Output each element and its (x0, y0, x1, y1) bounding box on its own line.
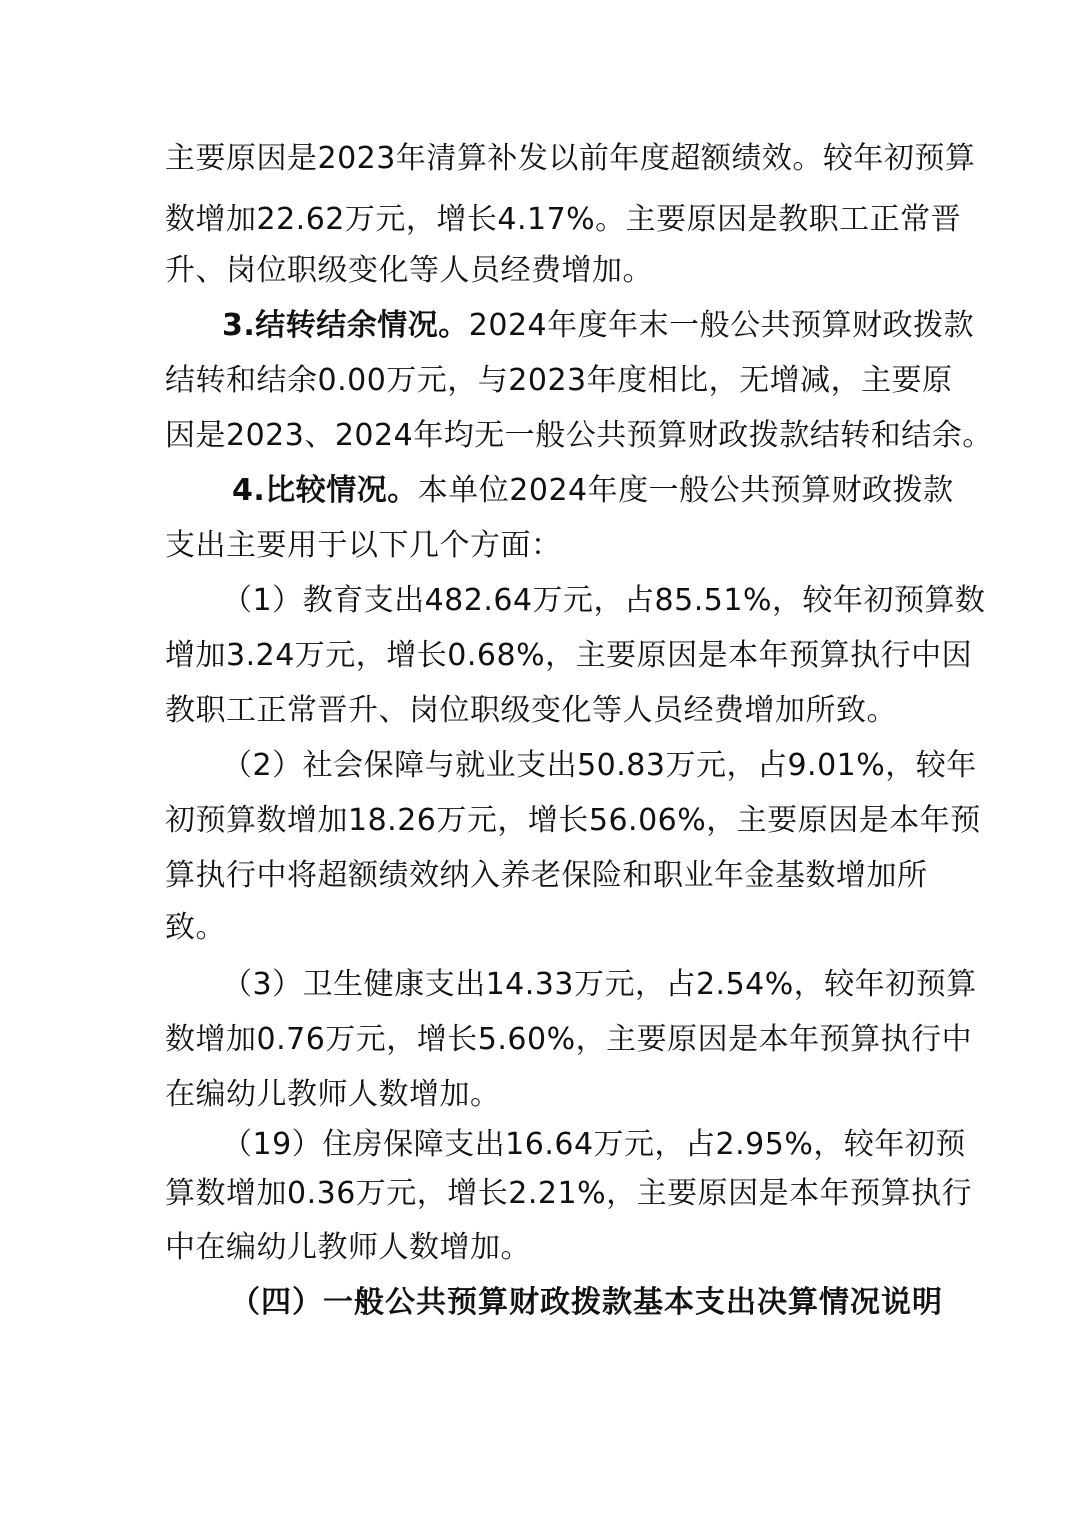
item2-line3: 算执行中将超额绩效纳入养老保险和职业年金基数增加所 (165, 858, 928, 893)
item2-line2: 初预算数增加18.26万元，增长56.06%，主要原因是本年预 (165, 803, 981, 838)
item4-line3: 中在编幼儿教师人数增加。 (165, 1230, 531, 1265)
section-heading: （四）一般公共预算财政拨款基本支出决算情况说明 (230, 1285, 943, 1320)
item1-line1: （1）教育支出482.64万元，占85.51%，较年初预算数 (222, 583, 986, 618)
para2-lead: 3.结转结余情况。 (222, 308, 469, 343)
item4-line2: 算数增加0.36万元，增长2.21%，主要原因是本年预算执行 (165, 1176, 973, 1211)
item4-line1: （19）住房保障支出16.64万元，占2.95%，较年初预 (222, 1127, 966, 1162)
para2-line1-rest: 2024年度年末一般公共预算财政拨款 (468, 308, 975, 343)
para3-lead: 4.比较情况。 (232, 473, 418, 508)
para2-line1 (222, 299, 975, 353)
para3-line1-rest: 本单位2024年度一般公共预算财政拨款 (417, 473, 954, 508)
para1-line1: 主要原因是2023年清算补发以前年度超额绩效。较年初预算 (165, 141, 976, 176)
para3-line2: 支出主要用于以下几个方面： (165, 528, 562, 563)
para2-line3: 因是2023、2024年均无一般公共预算财政拨款结转和结余。 (165, 418, 993, 453)
item3-line3: 在编幼儿教师人数增加。 (165, 1077, 501, 1112)
item2-line1: （2）社会保障与就业支出50.83万元，占9.01%，较年 (222, 748, 977, 783)
item3-line2: 数增加0.76万元，增长5.60%，主要原因是本年预算执行中 (165, 1022, 973, 1057)
item1-line2: 增加3.24万元，增长0.68%，主要原因是本年预算执行中因 (165, 638, 973, 673)
para2-line2: 结转和结余0.00万元，与2023年度相比，无增减，主要原 (165, 363, 953, 398)
item3-line1: （3）卫生健康支出14.33万元，占2.54%，较年初预算 (222, 967, 977, 1002)
item2-line4: 致。 (165, 910, 226, 945)
para1-line2: 数增加22.62万元，增长4.17%。主要原因是教职工正常晋 (165, 202, 962, 237)
para3-line1 (232, 464, 954, 518)
para1-line3: 升、岗位职级变化等人员经费增加。 (165, 253, 653, 288)
item1-line3: 教职工正常晋升、岗位职级变化等人员经费增加所致。 (165, 693, 897, 728)
